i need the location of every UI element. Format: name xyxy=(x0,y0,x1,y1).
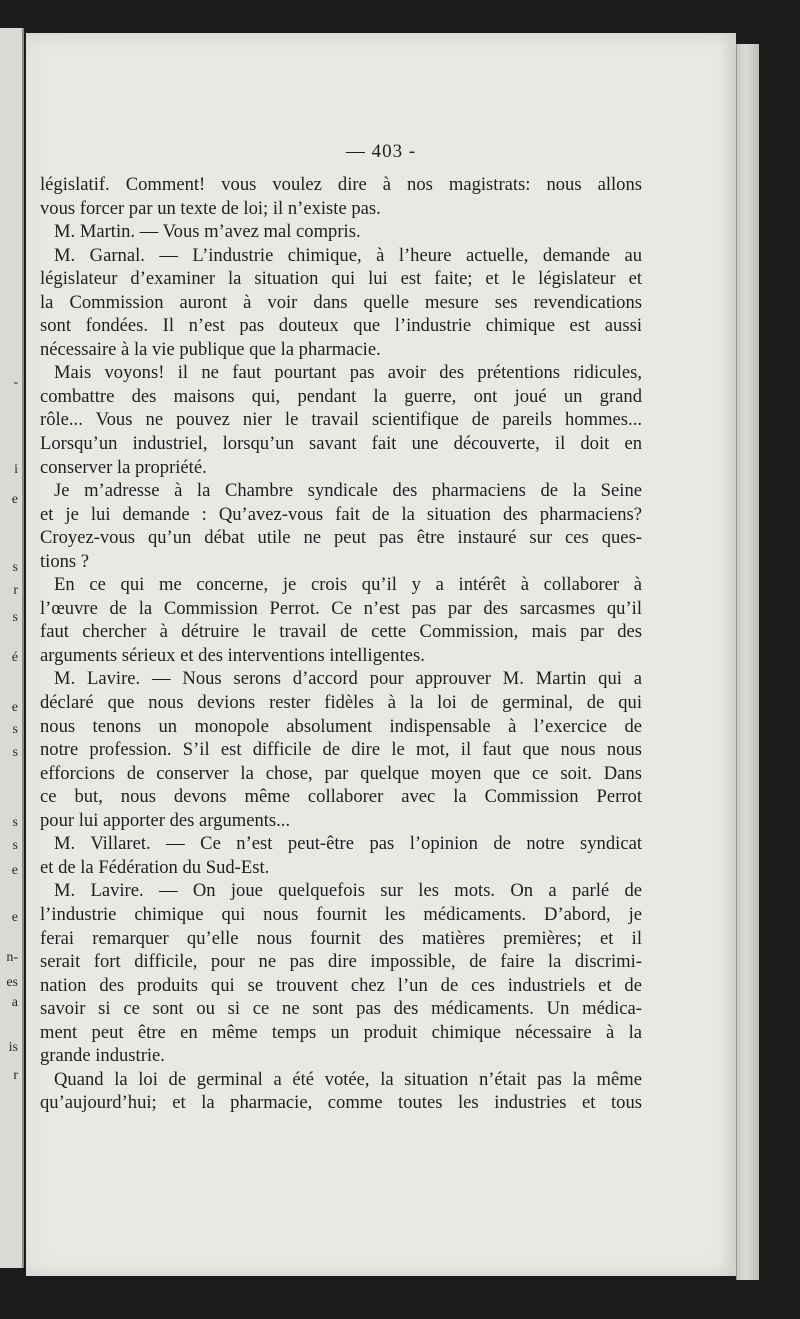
text-line: conserver la propriété. xyxy=(40,456,207,478)
facing-page-fragment: - xyxy=(13,375,18,390)
text-line: l’industrie chimique qui nous fournit les médicaments. D’abord, je xyxy=(40,903,642,925)
text-line: législateur d’examiner la situation qui lui est faite; et le législateur et xyxy=(40,268,642,290)
text-line: l’œuvre de la Commission Perrot. Ce n’est pas par des sarcasmes qu’il xyxy=(40,597,642,619)
text-line: M. Garnal. — L’industrie chimique, à l’heure actuelle, demande au xyxy=(54,244,642,266)
text-line: arguments sérieux et des interventions intelligentes. xyxy=(40,644,425,666)
facing-page-fragment: s xyxy=(12,838,18,853)
text-line: Quand la loi de germinal a été votée, la situation n’était pas la même xyxy=(54,1068,642,1090)
facing-page-fragment: r xyxy=(13,583,18,598)
text-line: grande industrie. xyxy=(40,1045,165,1067)
facing-page-fragment: s xyxy=(12,745,18,760)
text-line: ment peut être en même temps un produit chimique nécessaire à la xyxy=(40,1021,642,1043)
facing-page-fragment: a xyxy=(11,995,18,1010)
text-line: nécessaire à la vie publique que la pharmacie. xyxy=(40,338,381,360)
text-line: M. Martin. — Vous m’avez mal compris. xyxy=(54,221,361,243)
text-line: efforcions de conserver la chose, par quelque moyen que ce soit. Dans xyxy=(40,762,642,784)
text-line: serait fort difficile, pour ne pas dire impossible, de faire la discrimi- xyxy=(40,951,642,973)
text-line: et je lui demande : Qu’avez-vous fait de la situation des pharmaciens? xyxy=(40,503,642,525)
text-line: combattre des maisons qui, pendant la guerre, ont joué un grand xyxy=(40,385,642,407)
text-line: rôle... Vous ne pouvez nier le travail scientifique de pareils hommes... xyxy=(40,409,642,431)
text-line: nation des produits qui se trouvent chez l’un de ces industriels et de xyxy=(40,974,642,996)
facing-page-fragment: s xyxy=(12,610,18,625)
facing-page-fragment: e xyxy=(11,492,18,507)
facing-page-fragment: s xyxy=(12,560,18,575)
text-line: législatif. Comment! vous voulez dire à nos magistrats: nous allons xyxy=(40,174,642,195)
facing-page-fragment: e xyxy=(11,910,18,925)
facing-page-edge xyxy=(0,28,24,1268)
page-number: — 403 - xyxy=(345,141,417,162)
facing-page-fragment: is xyxy=(8,1040,18,1055)
text-line: notre profession. S’il est difficile de dire le mot, il faut que nous nous xyxy=(40,739,642,761)
facing-page-fragment: s xyxy=(12,722,18,737)
facing-page-fragment: s xyxy=(12,815,18,830)
book-page xyxy=(26,33,736,1276)
facing-page-fragment: r xyxy=(13,1068,18,1083)
text-line: faut chercher à détruire le travail de cette Commission, mais par des xyxy=(40,621,642,643)
text-line: M. Lavire. — On joue quelquefois sur les mots. On a parlé de xyxy=(54,880,642,902)
text-line: M. Villaret. — Ce n’est peut-être pas l’opinion de notre syndicat xyxy=(54,833,642,855)
facing-page-fragment: n- xyxy=(6,950,18,965)
text-line: savoir si ce sont ou si ce ne sont pas des médicaments. Un médica- xyxy=(40,998,642,1020)
facing-page-fragment: es xyxy=(6,975,18,990)
text-line: nous tenons un monopole absolument indispensable à l’exercice de xyxy=(40,715,642,737)
text-line: Lorsqu’un industriel, lorsqu’un savant fait une découverte, il doit en xyxy=(40,433,642,455)
text-line: Mais voyons! il ne faut pourtant pas avoir des prétentions ridicules, xyxy=(54,362,642,384)
facing-page-fragment: e xyxy=(11,700,18,715)
facing-page-fragment: é xyxy=(11,650,18,665)
page-body-text xyxy=(40,173,642,1115)
page-stack-edge xyxy=(736,44,759,1280)
text-line: et de la Fédération du Sud-Est. xyxy=(40,856,270,878)
text-line: la Commission auront à voir dans quelle mesure ses revendications xyxy=(40,291,642,313)
facing-page-fragment: i xyxy=(14,462,18,477)
facing-page-fragment: e xyxy=(11,863,18,878)
text-line: M. Lavire. — Nous serons d’accord pour approuver M. Martin qui a xyxy=(54,668,642,690)
text-line: ferai remarquer qu’elle nous fournit des matières premières; et il xyxy=(40,927,642,949)
text-line: sont fondées. Il n’est pas douteux que l’industrie chimique est aussi xyxy=(40,315,642,337)
text-line: Croyez-vous qu’un débat utile ne peut pas être instauré sur ces ques- xyxy=(40,527,642,549)
text-line: pour lui apporter des arguments... xyxy=(40,809,291,831)
text-line: En ce qui me concerne, je crois qu’il y a intérêt à collaborer à xyxy=(54,574,642,596)
text-line: déclaré que nous devions rester fidèles à la loi de germinal, de qui xyxy=(40,692,642,714)
text-line: qu’aujourd’hui; et la pharmacie, comme toutes les industries et tous xyxy=(40,1092,642,1114)
text-line: Je m’adresse à la Chambre syndicale des pharmaciens de la Seine xyxy=(54,480,642,502)
text-line: ce but, nous devons même collaborer avec la Commission Perrot xyxy=(40,786,642,808)
text-line: tions ? xyxy=(40,550,90,572)
text-line: vous forcer par un texte de loi; il n’existe pas. xyxy=(40,197,381,219)
